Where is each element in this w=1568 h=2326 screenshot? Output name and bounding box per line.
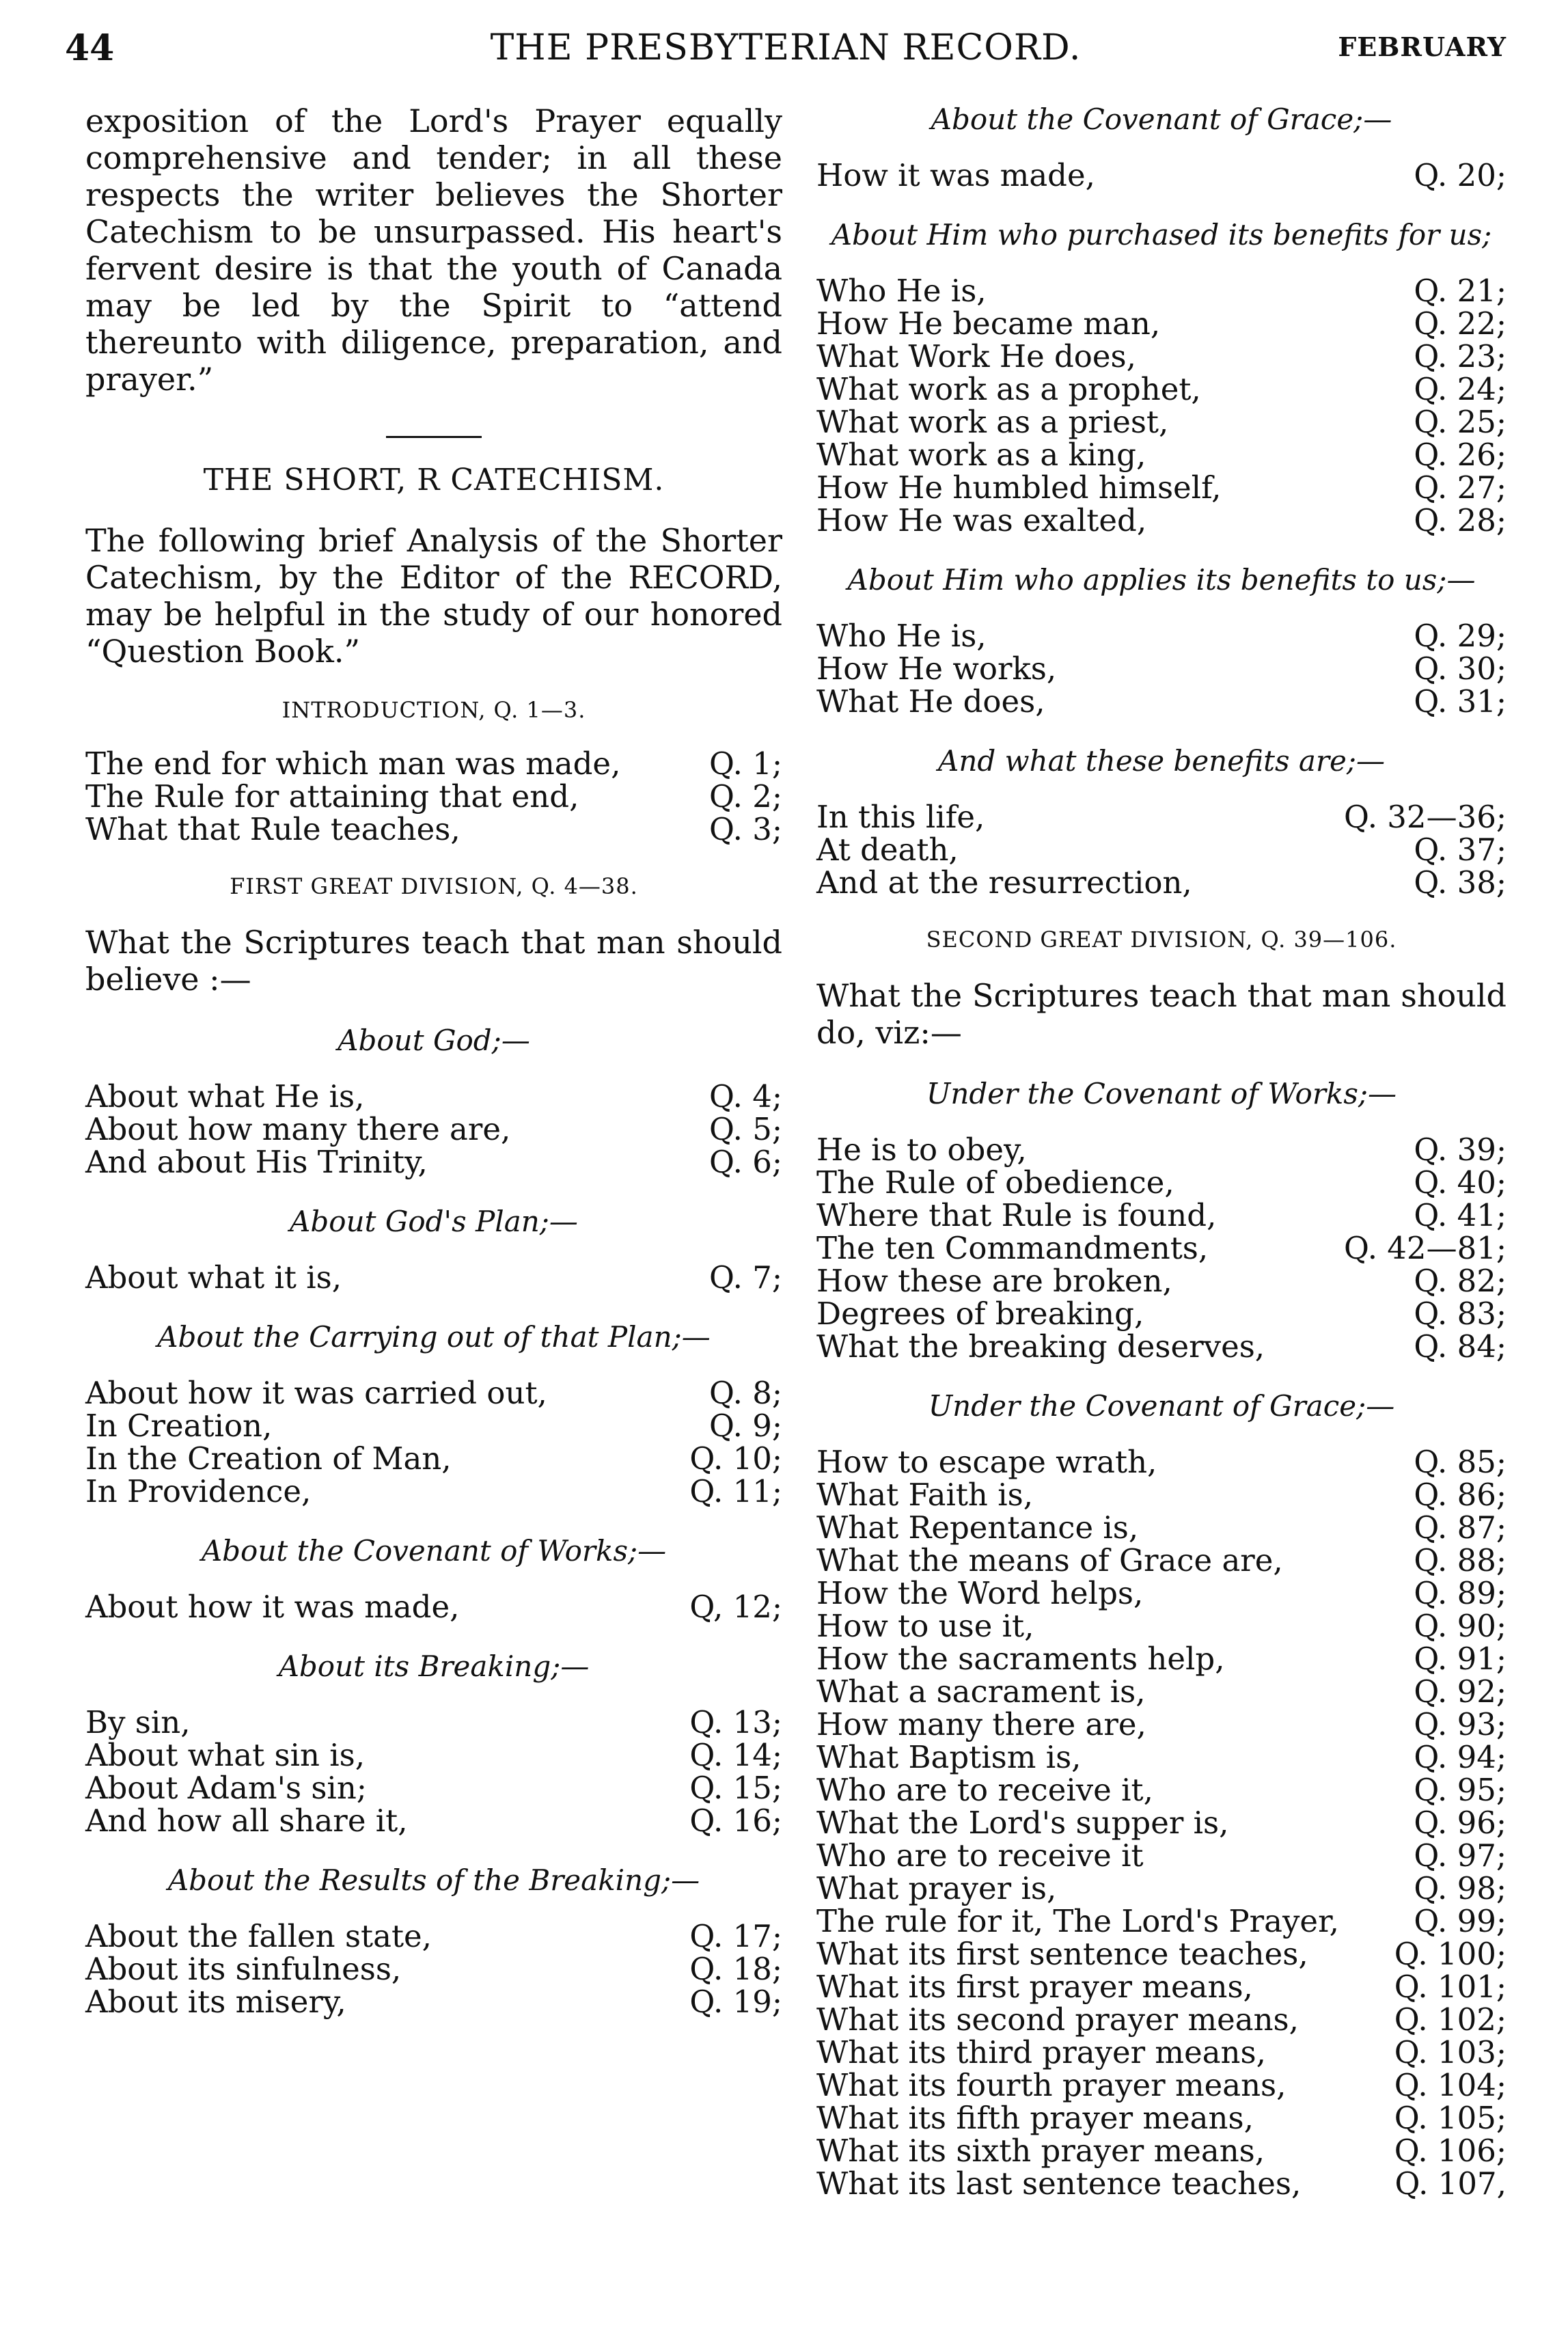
catechism-entry [816,1971,1507,2003]
carrying-out-heading: About the Carrying out of that Plan;— [157,1320,711,1354]
under-works-list [816,1134,1507,1363]
entry-text: What its first prayer means, [816,1969,1253,2005]
question-ref: Q. 97; [1414,1837,1507,1874]
entry-text: What a sacrament is, [816,1673,1146,1710]
catechism-entry [85,1410,782,1442]
catechism-entry [816,1577,1507,1610]
catechism-entry [816,1938,1507,1971]
question-ref: Q. 92; [1414,1673,1507,1710]
question-ref: Q. 94; [1414,1739,1507,1775]
catechism-entry [816,1446,1507,1479]
catechism-entry [816,373,1507,406]
second-division-intro: What the Scriptures teach that man should do, viz:— [816,977,1507,1051]
catechism-entry [85,1986,782,2019]
catechism-entry [816,1905,1507,1938]
catechism-entry [85,1442,782,1475]
entry-text: What prayer is, [816,1870,1057,1906]
journal-title: THE PRESBYTERIAN RECORD. [490,27,1082,68]
question-ref: Q. 102; [1394,2001,1507,2038]
entry-text: What its third prayer means, [816,2034,1266,2070]
catechism-entry [85,1261,782,1294]
catechism-entry [85,1739,782,1772]
catechism-entry [85,745,782,782]
entry-text: About the fallen state, [85,1918,432,1954]
entry-text: In Creation, [85,1408,273,1444]
entry-text: The rule for it, The Lord's Prayer, [816,1903,1339,1939]
question-ref: Q. 17; [689,1918,782,1954]
under-works-heading: Under the Covenant of Works;— [926,1077,1397,1110]
entry-text: What work as a prophet, [816,371,1201,407]
question-ref: Q. 21; [1414,273,1507,309]
analysis-paragraph: The following brief Analysis of the Shorter Catechism, by the Editor of the RECORD, may be helpful in the study of our honored “Question Book.” [85,522,782,670]
catechism-entry [816,1675,1507,1708]
catechism-entry [85,1772,782,1805]
purchased-heading: About Him who purchased its benefits for us; [831,218,1492,251]
issue-month: FEBRUARY [1338,31,1507,62]
question-ref: Q. 6; [709,1144,782,1180]
catechism-entry [816,2003,1507,2036]
question-ref: Q. 16; [689,1803,782,1839]
intro-paragraph: exposition of the Lord's Prayer equally comprehensive and tender; in all these respects the writer believes the Shorter Catechism to be unsurpassed. His heart's fervent desire is that the youth of Canada may be led by the Spirit to “attend thereunto with diligence, preparation, and prayer.” [85,102,782,398]
question-ref: Q. 18; [689,1951,782,1987]
entry-text: About what it is, [85,1259,342,1296]
entry-text: What its second prayer means, [816,2001,1299,2038]
question-ref: Q. 101; [1394,1969,1507,2005]
question-ref: Q. 4; [709,1078,782,1114]
question-ref: Q. 40; [1414,1164,1507,1201]
question-ref: Q. 7; [709,1259,782,1296]
entry-text: Who He is, [816,273,987,309]
entry-text: And about His Trinity, [85,1144,428,1180]
catechism-entry [816,1643,1507,1675]
about-god-heading: About God;— [338,1024,530,1057]
results-heading: About the Results of the Breaking;— [167,1863,700,1897]
catechism-entry [816,2135,1507,2167]
question-ref: Q, 12; [689,1589,782,1625]
question-ref: Q. 10; [689,1440,782,1477]
under-grace-list [816,1446,1507,2200]
entry-text: How these are broken, [816,1263,1172,1299]
entry-text: In Providence, [85,1473,312,1509]
entry-text: The end for which man was made, [85,745,621,782]
question-ref: Q. 37; [1414,832,1507,868]
catechism-entry [816,2069,1507,2102]
question-ref: Q. 23; [1414,338,1507,374]
section-title: THE SHORT, R CATECHISM. [203,463,665,497]
entry-text: What its first sentence teaches, [816,1936,1308,1972]
question-ref: Q. 25; [1414,404,1507,440]
introduction-list [85,745,782,847]
question-ref: Q. 27; [1414,469,1507,506]
catechism-entry [816,1199,1507,1232]
question-ref: Q. 2; [709,778,782,815]
question-ref: Q. 88; [1414,1542,1507,1578]
entry-text: How He was exalted, [816,502,1147,538]
entry-text: What Baptism is, [816,1739,1082,1775]
question-ref: Q. 3; [709,811,782,847]
question-ref: Q. 100; [1394,1936,1507,1972]
entry-text: What the Lord's supper is, [816,1805,1229,1841]
question-ref: Q. 19; [689,1984,782,2020]
question-ref: Q. 82; [1414,1263,1507,1299]
catechism-entry [816,1232,1507,1265]
benefits-heading: And what these benefits are;— [938,744,1385,778]
covenant-works-list [85,1591,782,1624]
gods-plan-heading: About God's Plan;— [290,1205,578,1238]
catechism-entry [816,406,1507,439]
catechism-entry [85,1920,782,1953]
catechism-entry [816,2102,1507,2135]
question-ref: Q. 15; [689,1770,782,1806]
question-ref: Q. 24; [1414,371,1507,407]
entry-text: How He became man, [816,305,1161,342]
entry-text: The Rule for attaining that end, [85,778,579,815]
entry-text: What its fourth prayer means, [816,2067,1287,2103]
covenant-grace-heading: About the Covenant of Grace;— [931,102,1392,136]
question-ref: Q. 83; [1414,1296,1507,1332]
entry-text: About its sinfulness, [85,1951,402,1987]
catechism-entry [85,1953,782,1986]
question-ref: Q. 93; [1414,1706,1507,1742]
catechism-entry [816,1610,1507,1643]
entry-text: What its last sentence teaches, [816,2165,1302,2202]
entry-text: About its misery, [85,1984,346,2020]
entry-text: Degrees of breaking, [816,1296,1144,1332]
catechism-entry [816,1741,1507,1774]
question-ref: Q. 84; [1414,1328,1507,1365]
entry-text: How the Word helps, [816,1575,1144,1611]
entry-text: How He humbled himself, [816,469,1222,506]
covenant-grace-list [816,159,1507,192]
question-ref: Q. 39; [1414,1132,1507,1168]
catechism-entry [816,1807,1507,1839]
catechism-entry [816,801,1507,834]
entry-text: What Repentance is, [816,1509,1139,1546]
applies-heading: About Him who applies its benefits to us;— [847,563,1476,597]
catechism-entry [816,1166,1507,1199]
entry-text: How the sacraments help, [816,1641,1225,1677]
catechism-entry [816,2167,1507,2200]
entry-text: How it was made, [816,157,1095,193]
question-ref: Q. 95; [1414,1772,1507,1808]
question-ref: Q. 38; [1414,864,1507,901]
entry-text: And at the resurrection, [816,864,1192,901]
catechism-entry [816,504,1507,537]
question-ref: Q. 104; [1394,2067,1507,2103]
entry-text: Where that Rule is found, [816,1197,1217,1233]
entry-text: About how it was made, [85,1589,460,1625]
entry-text: He is to obey, [816,1132,1027,1168]
first-division-heading: FIRST GREAT DIVISION, Q. 4—38. [230,873,638,899]
entry-text: What its fifth prayer means, [816,2100,1254,2136]
entry-text: What Work He does, [816,338,1136,374]
question-ref: Q. 98; [1414,1870,1507,1906]
question-ref: Q. 103; [1394,2034,1507,2070]
entry-text: What its sixth prayer means, [816,2133,1265,2169]
question-ref: Q. 107, [1394,2165,1507,2202]
entry-text: How to escape wrath, [816,1444,1157,1480]
question-ref: Q. 32—36; [1344,799,1507,835]
entry-text: About Adam's sin; [85,1770,367,1806]
breaking-heading: About its Breaking;— [278,1650,590,1683]
question-ref: Q. 96; [1414,1805,1507,1841]
question-ref: Q. 1; [709,745,782,782]
introduction-heading: INTRODUCTION, Q. 1—3. [281,697,586,723]
entry-text: How He works, [816,651,1057,687]
catechism-entry [85,1113,782,1146]
carrying-out-list [85,1377,782,1508]
entry-text: What the breaking deserves, [816,1328,1265,1365]
entry-text: Who are to receive it, [816,1772,1153,1808]
question-ref: Q. 13; [689,1704,782,1740]
entry-text: How to use it, [816,1608,1034,1644]
question-ref: Q. 91; [1414,1641,1507,1677]
entry-text: What work as a priest, [816,404,1169,440]
right-column [816,102,1507,2200]
catechism-entry [816,1872,1507,1905]
question-ref: Q. 42—81; [1344,1230,1507,1266]
question-ref: Q. 85; [1414,1444,1507,1480]
catechism-entry [816,1511,1507,1544]
entry-text: About how it was carried out, [85,1375,547,1411]
under-grace-heading: Under the Covenant of Grace;— [928,1389,1395,1423]
catechism-entry [816,653,1507,685]
catechism-entry [816,275,1507,307]
question-ref: Q. 105; [1394,2100,1507,2136]
catechism-entry [816,1134,1507,1166]
catechism-entry [816,1265,1507,1298]
benefits-list [816,801,1507,899]
second-division-heading: SECOND GREAT DIVISION, Q. 39—106. [926,927,1397,953]
entry-text: The Rule of obedience, [816,1164,1174,1201]
catechism-entry [85,1377,782,1410]
entry-text: Who He is, [816,618,987,654]
catechism-entry [85,813,782,846]
catechism-entry [85,1146,782,1179]
question-ref: Q. 89; [1414,1575,1507,1611]
catechism-entry [816,2036,1507,2069]
catechism-entry [816,1544,1507,1577]
entry-text: At death, [816,832,959,868]
entry-text: About how many there are, [85,1111,511,1147]
question-ref: Q. 99; [1414,1903,1507,1939]
purchased-list [816,275,1507,537]
page-header [65,27,1507,82]
question-ref: Q. 87; [1414,1509,1507,1546]
question-ref: Q. 8; [709,1375,782,1411]
entry-text: By sin, [85,1704,191,1740]
question-ref: Q. 5; [709,1111,782,1147]
entry-text: What work as a king, [816,437,1146,473]
entry-text: What that Rule teaches, [85,811,460,847]
question-ref: Q. 14; [689,1737,782,1773]
question-ref: Q. 29; [1414,618,1507,654]
question-ref: Q. 41; [1414,1197,1507,1233]
catechism-entry [85,1475,782,1508]
entry-text: Who are to receive it [816,1837,1144,1874]
section-divider [386,436,482,438]
entry-text: How many there are, [816,1706,1146,1742]
catechism-entry [816,1774,1507,1807]
question-ref: Q. 20; [1414,157,1507,193]
question-ref: Q. 26; [1414,437,1507,473]
catechism-entry [816,1708,1507,1741]
catechism-entry [816,620,1507,653]
catechism-entry [816,340,1507,373]
catechism-entry [85,1591,782,1624]
entry-text: And how all share it, [85,1803,408,1839]
entry-text: In the Creation of Man, [85,1440,452,1477]
page-number: 44 [65,27,115,69]
about-god-list [85,1080,782,1179]
catechism-entry [816,439,1507,471]
entry-text: What the means of Grace are, [816,1542,1283,1578]
catechism-entry [816,1330,1507,1363]
gods-plan-list [85,1261,782,1294]
catechism-entry [816,685,1507,718]
catechism-entry [816,834,1507,866]
catechism-entry [816,1479,1507,1511]
catechism-entry [816,1298,1507,1330]
question-ref: Q. 30; [1414,651,1507,687]
question-ref: Q. 90; [1414,1608,1507,1644]
first-division-intro: What the Scriptures teach that man should believe :— [85,924,782,998]
question-ref: Q. 106; [1394,2133,1507,2169]
breaking-list [85,1706,782,1837]
entry-text: In this life, [816,799,985,835]
catechism-entry [816,471,1507,504]
catechism-entry [816,866,1507,899]
results-list [85,1920,782,2019]
covenant-works-heading: About the Covenant of Works;— [201,1534,667,1568]
question-ref: Q. 86; [1414,1477,1507,1513]
entry-text: About what sin is, [85,1737,366,1773]
entry-text: About what He is, [85,1078,365,1114]
question-ref: Q. 22; [1414,305,1507,342]
question-ref: Q. 11; [689,1473,782,1509]
question-ref: Q. 28; [1414,502,1507,538]
catechism-entry [816,159,1507,192]
entry-text: What He does, [816,683,1045,720]
entry-text: What Faith is, [816,1477,1033,1513]
catechism-entry [85,1706,782,1739]
entry-text: The ten Commandments, [816,1230,1209,1266]
catechism-entry [85,780,782,813]
applies-list [816,620,1507,718]
catechism-entry [85,1080,782,1113]
catechism-entry [816,1839,1507,1872]
question-ref: Q. 9; [709,1408,782,1444]
catechism-entry [85,1805,782,1837]
question-ref: Q. 31; [1414,683,1507,720]
catechism-entry [816,307,1507,340]
left-column [85,102,782,2019]
